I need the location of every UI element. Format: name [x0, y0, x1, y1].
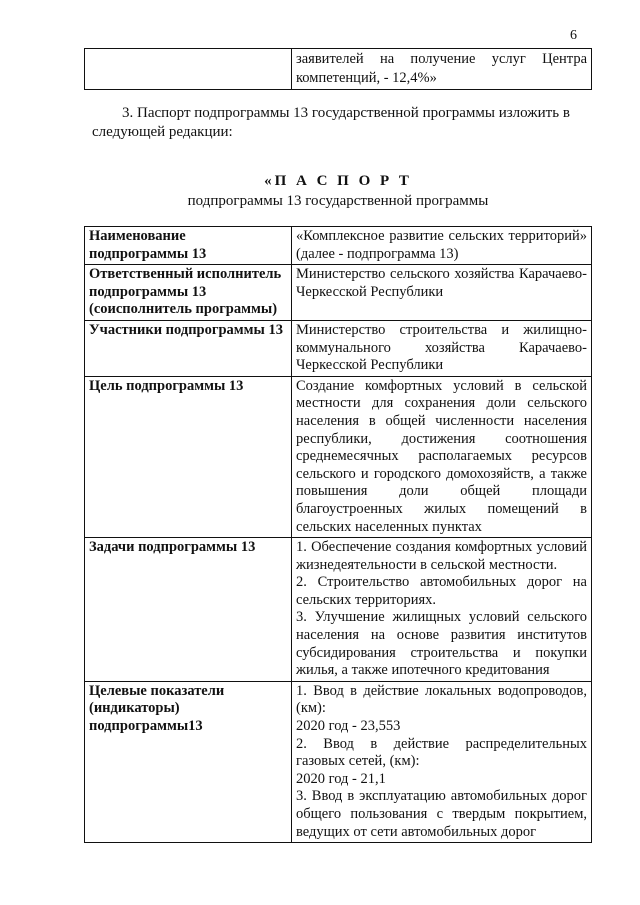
row-value-line: 1. Обеспечение создания комфортных условий жизнедеятельности в сельской местности. — [296, 539, 587, 573]
empty-cell — [85, 49, 292, 90]
row-value — [292, 265, 592, 321]
row-value — [292, 227, 592, 265]
row-label: Ответственный исполнитель подпрограммы 13 (соисполнитель программы) — [85, 265, 292, 321]
table-row — [85, 376, 592, 537]
table-row — [85, 320, 592, 376]
continuation-table — [84, 48, 592, 90]
table-row — [85, 681, 592, 842]
row-value-line: «Комплексное развитие сельских территорий» (далее - подпрограмма 13) — [296, 228, 587, 262]
continuation-cell: заявителей на получение услуг Центра компетенций, - 12,4%» — [292, 49, 592, 90]
row-value — [292, 681, 592, 842]
row-value — [292, 376, 592, 537]
row-value-line: 2020 год - 21,1 — [296, 770, 386, 787]
row-value-line: 2020 год - 23,553 — [296, 718, 401, 735]
table-row — [85, 49, 592, 90]
row-value-line: 1. Ввод в действие локальных водопроводов, (км): — [296, 682, 587, 717]
row-value — [292, 320, 592, 376]
row-label: Цель подпрограммы 13 — [85, 376, 292, 537]
row-value-line: Министерство сельского хозяйства Карачаево-Черкесской Республики — [296, 266, 587, 300]
row-value-line: 2. Ввод в действие распределительных газовых сетей, (км): — [296, 735, 587, 770]
row-label: Задачи подпрограммы 13 — [85, 538, 292, 682]
row-value-line: Министерство строительства и жилищно-коммунального хозяйства Карачаево-Черкесской Республики — [296, 321, 587, 374]
row-label: Целевые показатели (индикаторы) подпрограммы13 — [85, 681, 292, 842]
row-value — [292, 538, 592, 682]
row-label: Наименование подпрограммы 13 — [85, 227, 292, 265]
row-value-line: 3. Ввод в эксплуатацию автомобильных дорог общего пользования с твердым покрытием, ведущих от сети автомобильных дорог — [296, 788, 587, 840]
row-value-line: Создание комфортных условий в сельской местности для сохранения доли сельского населения в общей численности населения республики, достижения соотношения среднемесячных располагаемых ресурсов сельского и городского домохозяйств, а также повышения доли общей площади благоустроенных жилых помещений в сельских населенных пунктах — [296, 377, 587, 535]
row-value-line: 3. Улучшение жилищных условий сельского населения на основе развития институтов субсидирования строительства и покупки жилья, а также ипотечного кредитования — [296, 609, 587, 679]
row-label: Участники подпрограммы 13 — [85, 320, 292, 376]
table-row — [85, 538, 592, 682]
passport-table — [84, 226, 592, 843]
paragraph-item-3: 3. Паспорт подпрограммы 13 государственной программы изложить в следующей редакции: — [92, 105, 570, 140]
passport-subtitle: подпрограммы 13 государственной программы — [187, 193, 489, 209]
table-row — [85, 227, 592, 265]
row-value-line: 2. Строительство автомобильных дорог на сельских территориях. — [296, 574, 587, 608]
page-number: 6 — [570, 28, 577, 43]
passport-title: «П А С П О Р Т — [264, 173, 412, 189]
table-row — [85, 265, 592, 321]
